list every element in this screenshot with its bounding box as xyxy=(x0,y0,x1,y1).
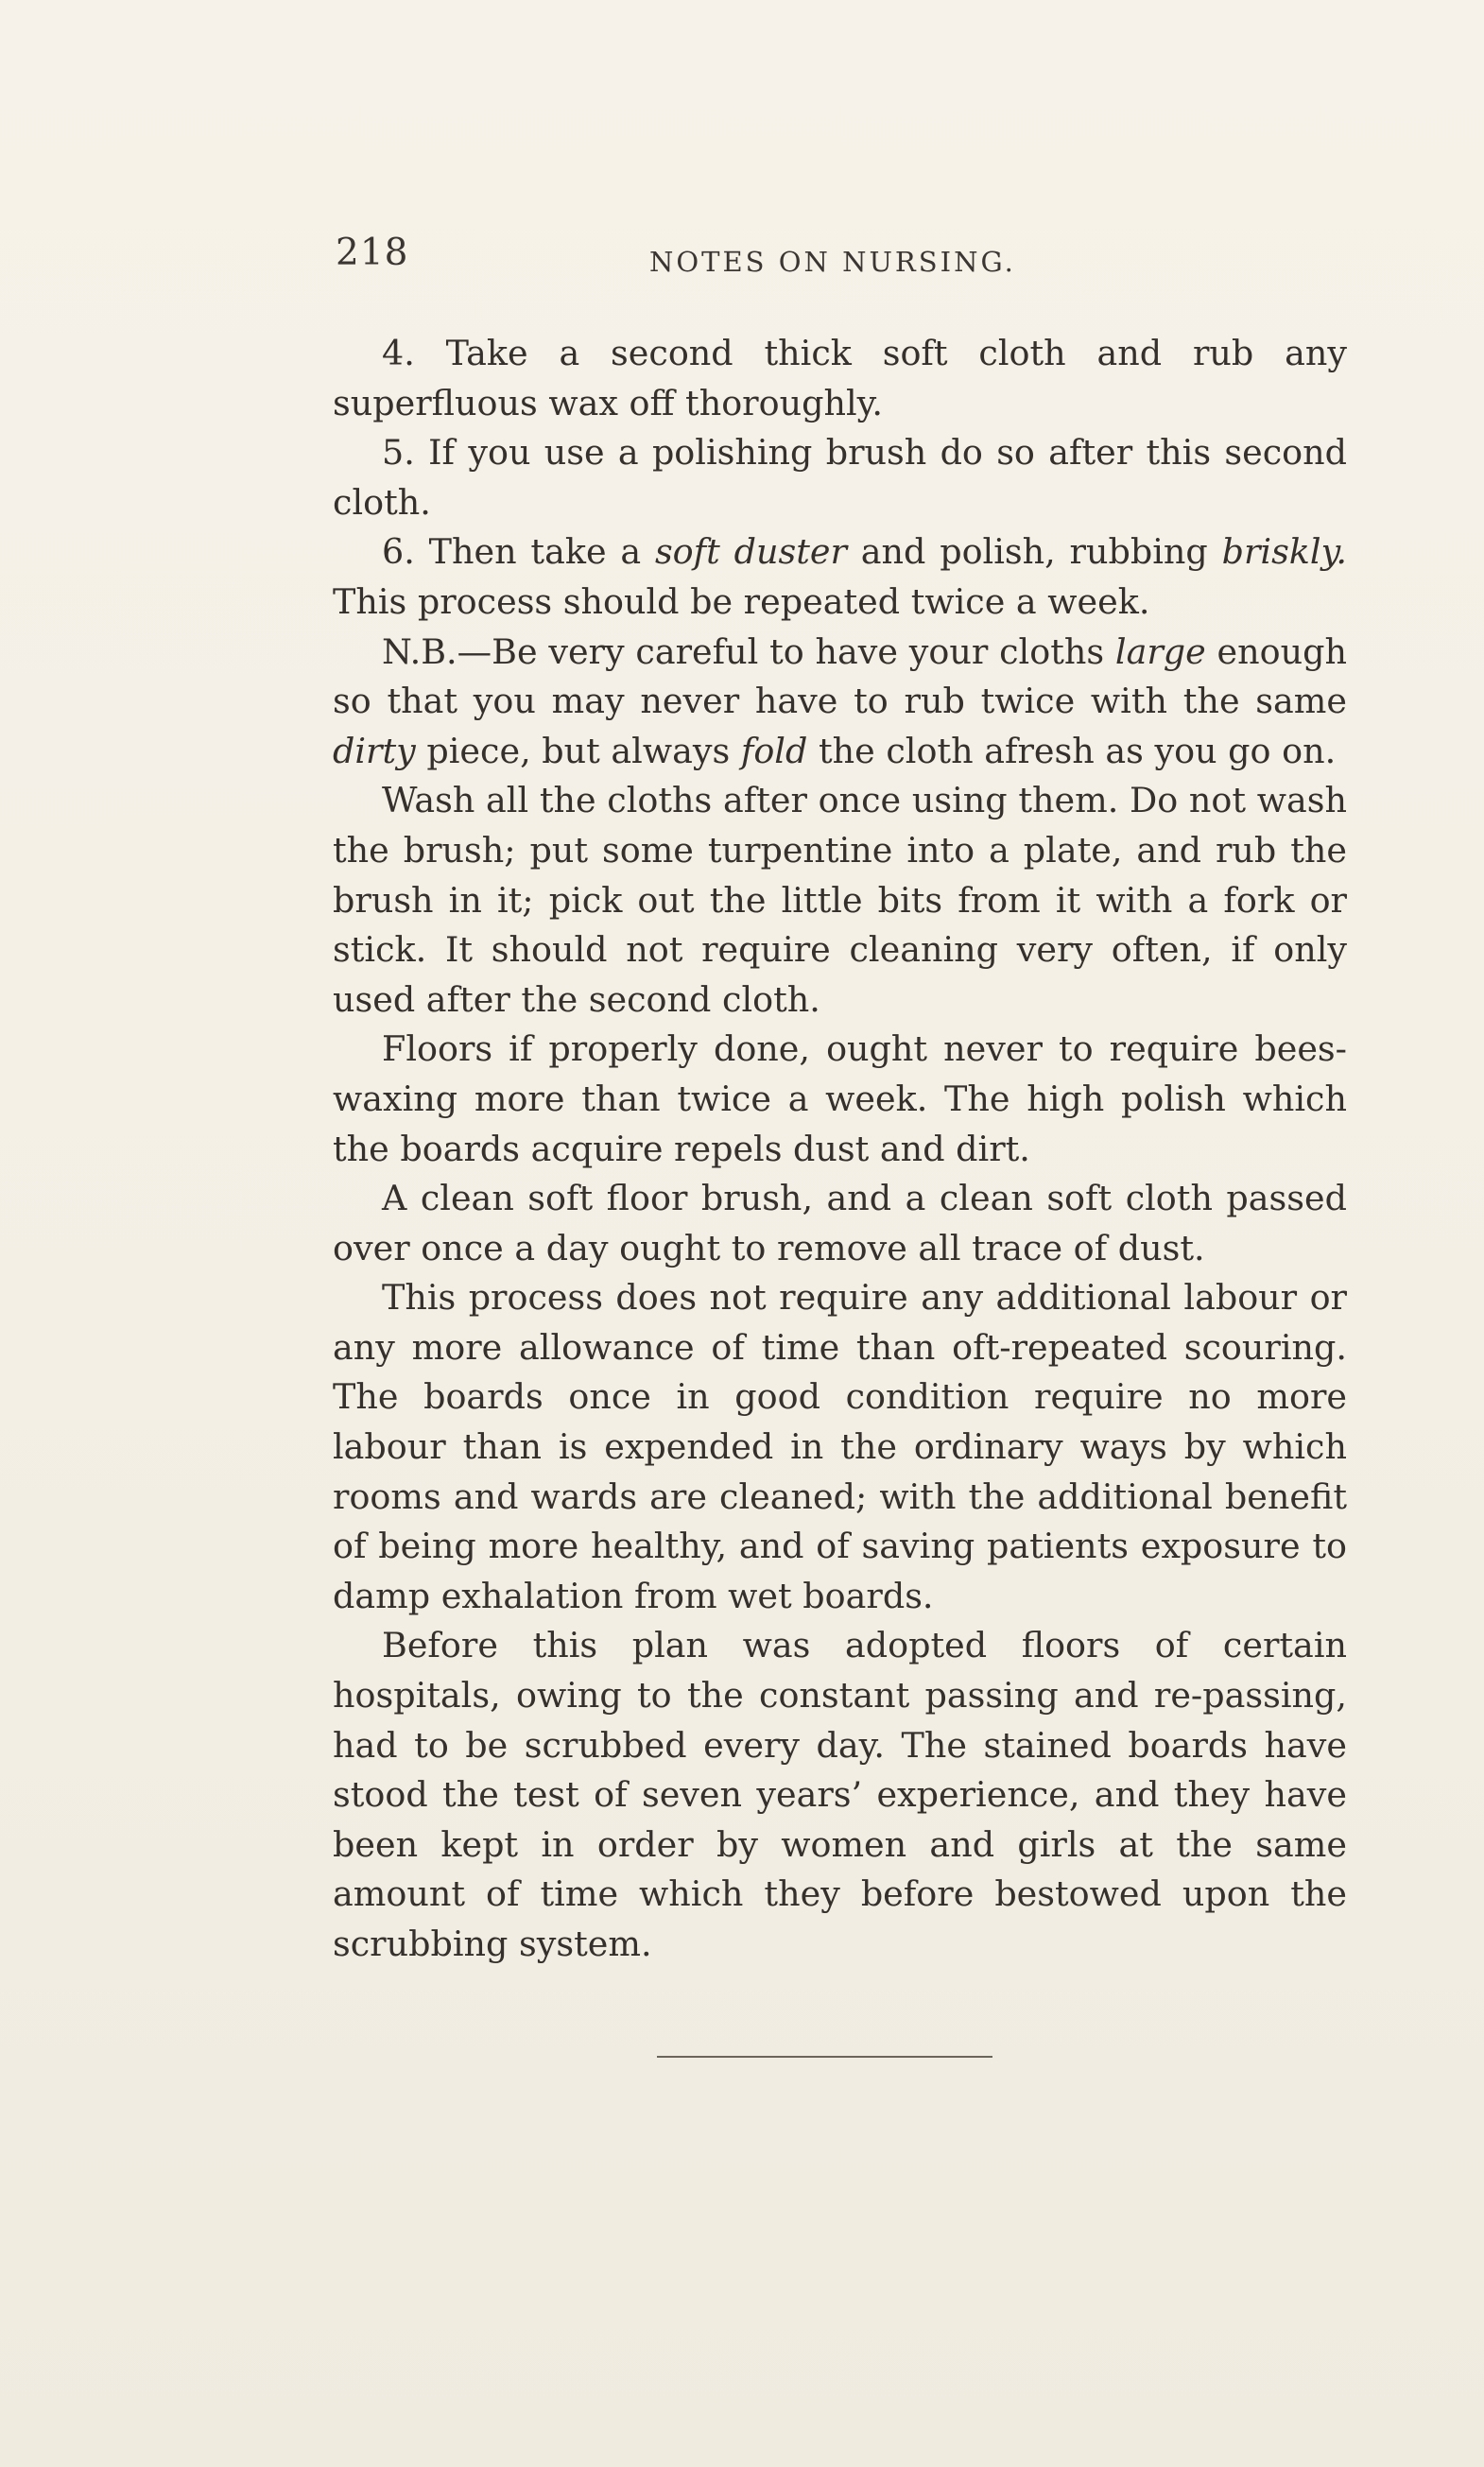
text-run: Wash all the cloths after once using them. Do not wash the brush; put some turpentine into a plate, and rub the brush in it; pick out the little bits from it with a fork or stick. It should not require cleaning very often, if only used after the second cloth. xyxy=(333,780,1347,1020)
italic-text: dirty xyxy=(333,730,416,771)
body-text xyxy=(333,329,1347,1970)
paragraph xyxy=(333,1174,1347,1273)
page-number: 218 xyxy=(336,232,409,274)
text-run: This process does not require any additional labour or any more allowance of time than oft-repeated scouring. The boards once in good condition require no more labour than is expended in the ordinary ways by which rooms and wards are cleaned; with the additional benefit of being more healthy, and of saving patients exposure to damp exhalation from wet boards. xyxy=(333,1277,1347,1616)
paragraph xyxy=(333,1025,1347,1174)
text-run: N.B.—Be very careful to have your cloths xyxy=(382,630,1115,672)
text-run: 4. Take a second thick soft cloth and rub any superfluous wax off thoroughly. xyxy=(333,333,1347,423)
paragraph xyxy=(333,1621,1347,1969)
italic-text: large xyxy=(1114,630,1206,672)
running-head: NOTES ON NURSING. xyxy=(649,246,1016,278)
text-run: 6. Then take a xyxy=(382,531,655,573)
end-rule xyxy=(657,2056,992,2058)
text-run: A clean soft floor brush, and a clean soft cloth passed over once a day ought to remove all trace of dust. xyxy=(333,1178,1347,1268)
text-run: enough so that you may never have to rub twice with the same xyxy=(333,630,1347,722)
paragraph xyxy=(333,1273,1347,1621)
text-run: piece, but always xyxy=(415,730,741,771)
paragraph xyxy=(333,776,1347,1025)
text-run: This process should be repeated twice a week. xyxy=(333,580,1150,622)
italic-text: fold xyxy=(740,730,808,771)
text-run: Before this plan was adopted floors of certain hospitals, owing to the constant passing and re-passing, had to be scrubbed every day. The stained boards have stood the test of seven years’ experience, and they have been kept in order by women and girls at the same amount of time which they before bestowed upon the scrubbing system. xyxy=(333,1625,1347,1964)
text-run: the cloth afresh as you go on. xyxy=(807,730,1337,771)
paragraph xyxy=(333,628,1347,777)
italic-text: briskly. xyxy=(1221,531,1347,573)
paragraph xyxy=(333,329,1347,428)
paragraph xyxy=(333,527,1347,627)
text-run: and polish, rubbing xyxy=(846,531,1222,573)
text-run: Floors if properly done, ought never to require bees-waxing more than twice a week. The high polish which the boards acquire repels dust and dirt. xyxy=(333,1028,1347,1169)
italic-text: soft duster xyxy=(654,531,847,573)
page-header xyxy=(336,232,1352,288)
text-run: 5. If you use a polishing brush do so after this second cloth. xyxy=(333,432,1347,523)
paragraph xyxy=(333,428,1347,527)
